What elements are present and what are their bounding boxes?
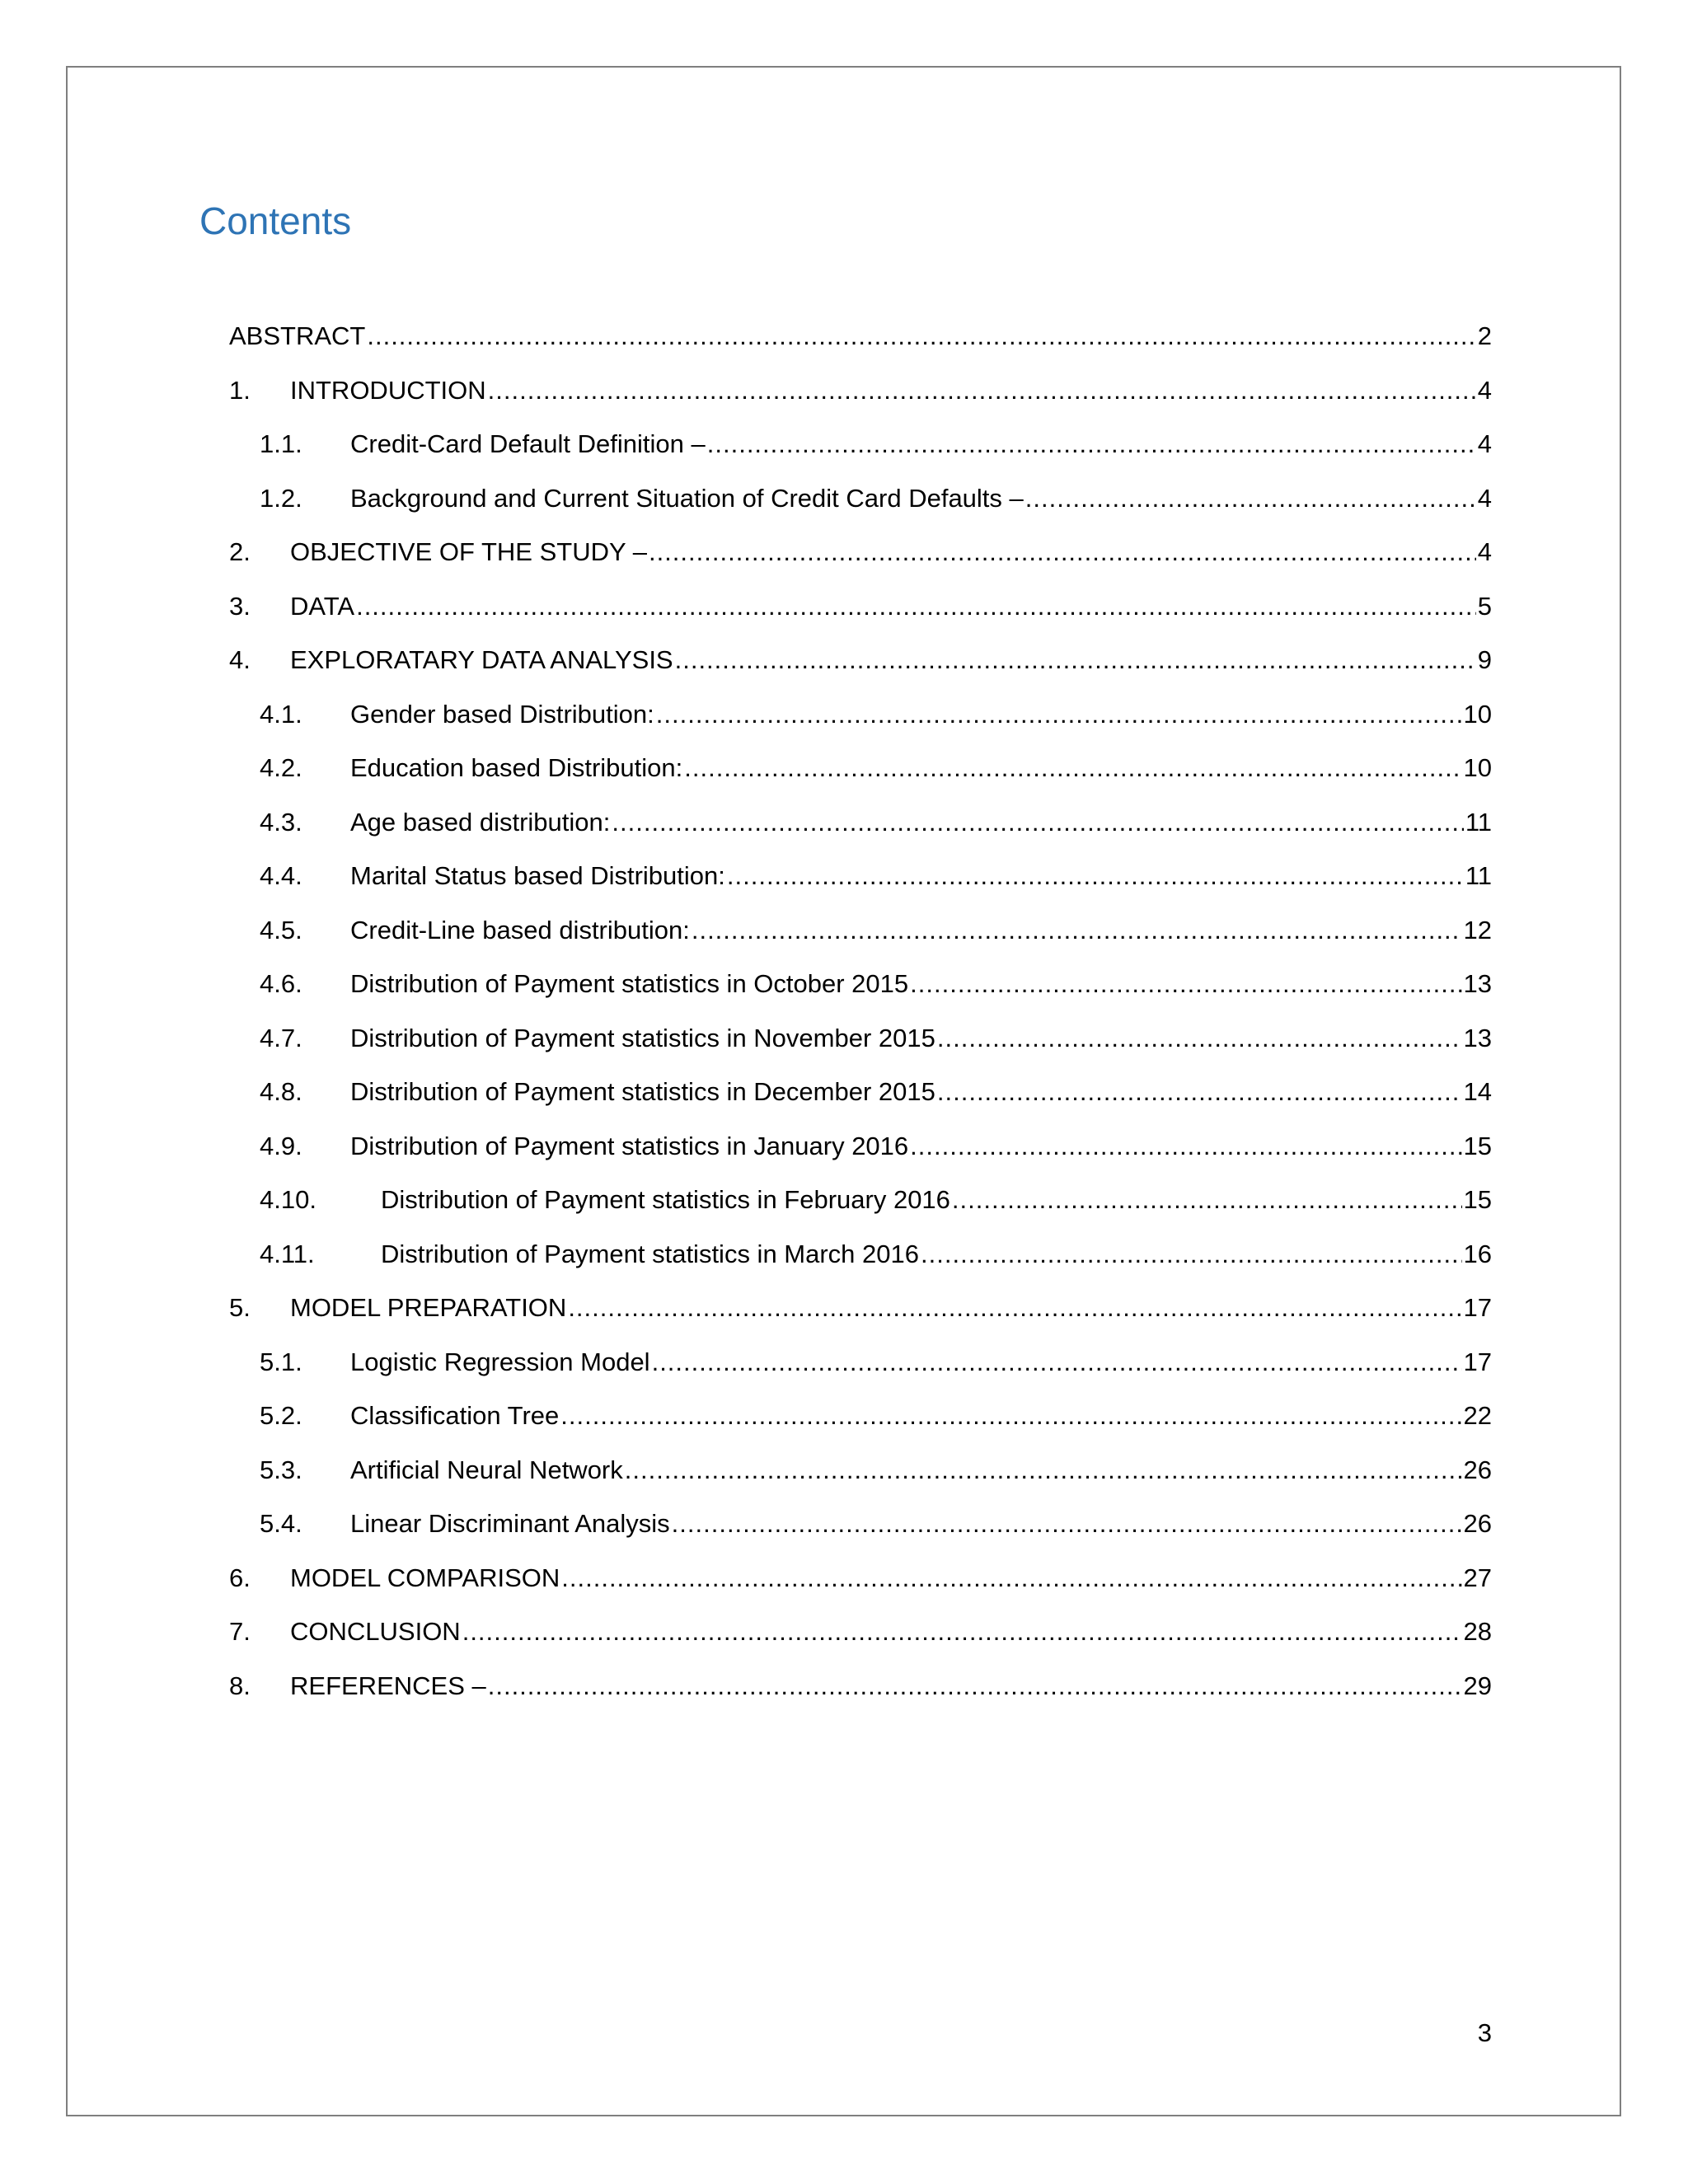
toc-entry-label: Marital Status based Distribution: — [350, 858, 727, 894]
toc-dot-leader — [656, 696, 1462, 733]
toc-entry-number: 4.6. — [260, 969, 302, 998]
toc-entry-page: 13 — [1462, 1020, 1492, 1057]
toc-entry-label: Distribution of Payment statistics in March 2016 — [381, 1236, 921, 1272]
toc-dot-leader — [561, 1560, 1461, 1596]
toc-entry-label: Distribution of Payment statistics in December 2015 — [350, 1074, 937, 1110]
toc-entry-objective[interactable] — [229, 534, 1492, 588]
toc-entry-number: 5. — [229, 1293, 251, 1322]
toc-dot-leader — [649, 534, 1476, 570]
toc-entry-classification-tree[interactable] — [229, 1398, 1492, 1452]
toc-entry-page: 26 — [1462, 1506, 1492, 1542]
toc-entry-page: 12 — [1462, 912, 1492, 949]
toc-entry-references[interactable] — [229, 1668, 1492, 1722]
toc-entry-artificial-neural-network[interactable] — [229, 1452, 1492, 1507]
toc-dot-leader — [462, 1614, 1462, 1650]
toc-dot-leader — [684, 750, 1461, 786]
toc-entry-page: 2 — [1476, 318, 1492, 354]
toc-dot-leader — [568, 1290, 1461, 1326]
toc-entry-number: 1. — [229, 375, 251, 405]
toc-dot-leader — [675, 642, 1476, 678]
toc-entry-label: ABSTRACT — [229, 318, 367, 354]
toc-entry-page: 22 — [1462, 1398, 1492, 1434]
toc-dot-leader — [488, 373, 1476, 409]
toc-entry-introduction[interactable] — [229, 373, 1492, 427]
toc-entry-page: 15 — [1462, 1128, 1492, 1165]
toc-entry-number: 4.9. — [260, 1131, 302, 1160]
toc-entry-page: 4 — [1476, 534, 1492, 570]
toc-dot-leader — [707, 426, 1476, 462]
toc-entry-page: 15 — [1462, 1182, 1492, 1218]
toc-entry-page: 28 — [1462, 1614, 1492, 1650]
toc-entry-label: OBJECTIVE OF THE STUDY – — [290, 534, 649, 570]
toc-entry-label: INTRODUCTION — [290, 373, 488, 409]
toc-entry-page: 4 — [1476, 480, 1492, 517]
toc-dot-leader — [952, 1182, 1462, 1218]
toc-dot-leader — [692, 912, 1462, 949]
toc-entry-label: MODEL PREPARATION — [290, 1290, 568, 1326]
toc-entry-number: 4.11. — [260, 1239, 315, 1268]
toc-entry-label: Logistic Regression Model — [350, 1344, 652, 1380]
toc-entry-number: 8. — [229, 1671, 251, 1700]
toc-dot-leader — [625, 1452, 1462, 1488]
toc-entry-page: 9 — [1476, 642, 1492, 678]
toc-dot-leader — [937, 1074, 1462, 1110]
toc-entry-page: 14 — [1462, 1074, 1492, 1110]
toc-entry-page: 11 — [1464, 858, 1492, 894]
toc-entry-page: 13 — [1462, 966, 1492, 1002]
toc-entry-credit-line-distribution[interactable] — [229, 912, 1492, 967]
toc-entry-payment-march-2016[interactable] — [229, 1236, 1492, 1291]
toc-dot-leader — [910, 966, 1461, 1002]
toc-entry-background[interactable] — [229, 480, 1492, 535]
toc-entry-label: MODEL COMPARISON — [290, 1560, 561, 1596]
toc-entry-number: 1.2. — [260, 483, 302, 513]
toc-entry-linear-discriminant-analysis[interactable] — [229, 1506, 1492, 1560]
toc-dot-leader — [367, 318, 1475, 354]
toc-entry-number: 4.10. — [260, 1185, 316, 1214]
toc-dot-leader — [672, 1506, 1462, 1542]
toc-entry-page: 26 — [1462, 1452, 1492, 1488]
toc-entry-number: 4. — [229, 645, 251, 674]
toc-dot-leader — [612, 804, 1463, 841]
toc-entry-model-preparation[interactable] — [229, 1290, 1492, 1344]
toc-entry-label: Age based distribution: — [350, 804, 612, 841]
toc-entry-page: 17 — [1462, 1290, 1492, 1326]
toc-entry-number: 4.8. — [260, 1077, 302, 1106]
toc-entry-payment-november-2015[interactable] — [229, 1020, 1492, 1075]
toc-entry-number: 4.7. — [260, 1023, 302, 1052]
toc-dot-leader — [727, 858, 1464, 894]
toc-entry-label: Classification Tree — [350, 1398, 560, 1434]
toc-entry-data[interactable] — [229, 588, 1492, 643]
toc-entry-model-comparison[interactable] — [229, 1560, 1492, 1615]
toc-entry-payment-january-2016[interactable] — [229, 1128, 1492, 1183]
toc-entry-page: 5 — [1476, 588, 1492, 625]
toc-entry-page: 29 — [1462, 1668, 1492, 1704]
toc-entry-credit-card-default-definition[interactable] — [229, 426, 1492, 480]
toc-entry-gender-distribution[interactable] — [229, 696, 1492, 751]
toc-entry-payment-october-2015[interactable] — [229, 966, 1492, 1020]
toc-dot-leader — [488, 1668, 1462, 1704]
contents-heading: Contents — [199, 199, 352, 242]
toc-entry-page: 4 — [1476, 426, 1492, 462]
toc-entry-number: 4.5. — [260, 915, 302, 944]
toc-entry-page: 10 — [1462, 750, 1492, 786]
toc-entry-page: 16 — [1462, 1236, 1492, 1272]
toc-entry-number: 5.3. — [260, 1455, 302, 1484]
toc-entry-label: CONCLUSION — [290, 1614, 462, 1650]
toc-dot-leader — [910, 1128, 1461, 1165]
toc-entry-label: Distribution of Payment statistics in February 2016 — [381, 1182, 952, 1218]
toc-entry-conclusion[interactable] — [229, 1614, 1492, 1668]
toc-entry-marital-status-distribution[interactable] — [229, 858, 1492, 912]
toc-entry-label: Credit-Card Default Definition – — [350, 426, 707, 462]
toc-entry-label: Background and Current Situation of Credit Card Defaults – — [350, 480, 1025, 517]
toc-entry-label: REFERENCES – — [290, 1668, 488, 1704]
toc-entry-label: Distribution of Payment statistics in January 2016 — [350, 1128, 910, 1165]
toc-entry-label: Credit-Line based distribution: — [350, 912, 692, 949]
toc-entry-number: 5.2. — [260, 1401, 302, 1430]
toc-entry-label: EXPLORATARY DATA ANALYSIS — [290, 642, 675, 678]
toc-entry-page: 11 — [1464, 804, 1492, 841]
toc-entry-number: 5.1. — [260, 1347, 302, 1376]
toc-entry-label: Education based Distribution: — [350, 750, 684, 786]
toc-entry-number: 4.4. — [260, 861, 302, 890]
toc-entry-education-distribution[interactable] — [229, 750, 1492, 804]
toc-entry-label: DATA — [290, 588, 356, 625]
toc-entry-label: Distribution of Payment statistics in October 2015 — [350, 966, 910, 1002]
toc-entry-label: Linear Discriminant Analysis — [350, 1506, 672, 1542]
toc-dot-leader — [921, 1236, 1462, 1272]
page-number: 3 — [1477, 2018, 1492, 2047]
toc-entry-number: 2. — [229, 537, 251, 566]
toc-entry-page: 4 — [1476, 373, 1492, 409]
toc-entry-number: 4.1. — [260, 699, 302, 729]
toc-entry-label: Distribution of Payment statistics in November 2015 — [350, 1020, 937, 1057]
table-of-contents — [229, 318, 1492, 1722]
toc-entry-number: 6. — [229, 1563, 251, 1592]
toc-entry-page: 10 — [1462, 696, 1492, 733]
toc-dot-leader — [937, 1020, 1462, 1057]
toc-entry-payment-december-2015[interactable] — [229, 1074, 1492, 1128]
toc-dot-leader — [1025, 480, 1476, 517]
toc-entry-number: 7. — [229, 1617, 251, 1646]
toc-entry-number: 5.4. — [260, 1509, 302, 1538]
toc-entry-number: 3. — [229, 591, 251, 621]
toc-entry-label: Artificial Neural Network — [350, 1452, 625, 1488]
toc-entry-exploratory-data-analysis[interactable] — [229, 642, 1492, 696]
toc-entry-age-distribution[interactable] — [229, 804, 1492, 859]
toc-entry-number: 4.3. — [260, 807, 302, 837]
toc-entry-page: 17 — [1462, 1344, 1492, 1380]
toc-entry-number: 1.1. — [260, 429, 302, 458]
toc-dot-leader — [356, 588, 1476, 625]
toc-entry-label: Gender based Distribution: — [350, 696, 656, 733]
toc-entry-abstract[interactable] — [229, 318, 1492, 373]
toc-entry-logistic-regression[interactable] — [229, 1344, 1492, 1399]
toc-entry-page: 27 — [1462, 1560, 1492, 1596]
toc-entry-number: 4.2. — [260, 753, 302, 782]
toc-entry-payment-february-2016[interactable] — [229, 1182, 1492, 1236]
toc-dot-leader — [560, 1398, 1461, 1434]
toc-dot-leader — [652, 1344, 1462, 1380]
